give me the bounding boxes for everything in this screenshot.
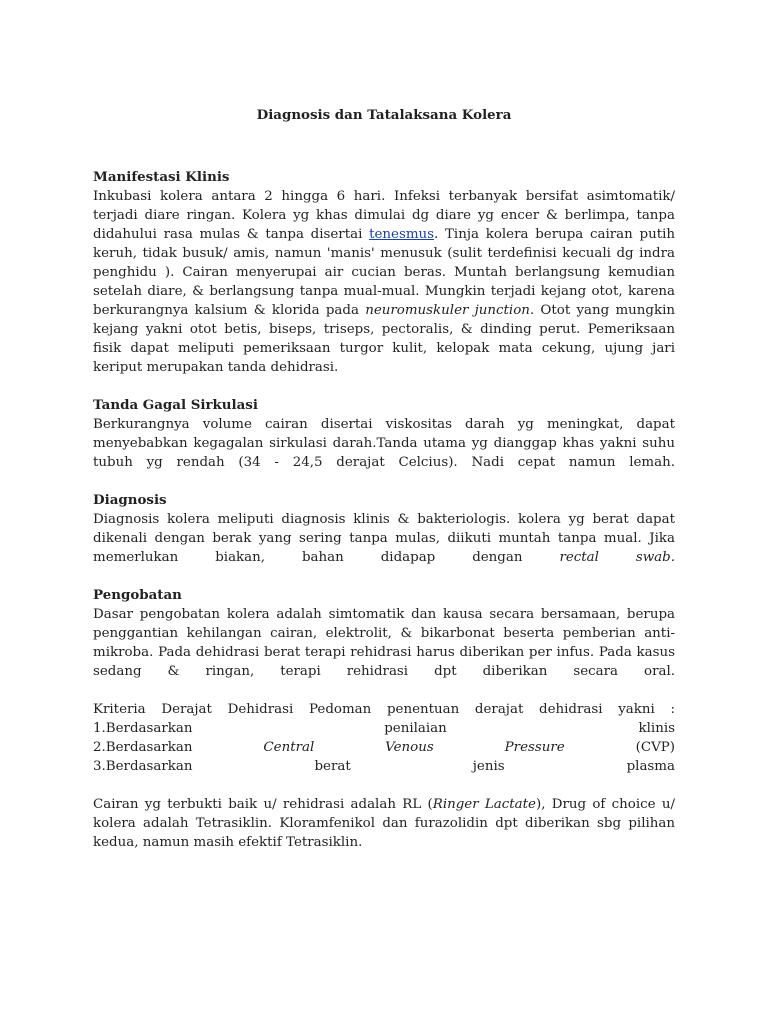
kriteria-item-1: 1.Berdasarkan penilaian klinis xyxy=(93,721,675,736)
paragraph-diagnosis: Diagnosis kolera meliputi diagnosis klinis & bakteriologis. kolera yg berat dapat dikenali dengan berak yang sering tanpa mulas, diikuti muntah tanpa mual. Jika memerlukan biakan, bahan didapap dengan rectal swab. xyxy=(93,512,675,565)
paragraph-tanda-gagal-sirkulasi: Berkurangnya volume cairan disertai viskositas darah yg meningkat, dapat menyebabkan kegagalan sirkulasi darah.Tanda utama yg dianggap khas yakni suhu tubuh yg rendah (34 - 24,5 derajat Celcius). Nadi cepat namun lemah. xyxy=(93,417,675,470)
link-tenesmus[interactable]: tenesmus xyxy=(369,227,435,242)
section-tanda-gagal-sirkulasi xyxy=(93,396,675,472)
heading-pengobatan: Pengobatan xyxy=(93,587,182,603)
kriteria-intro: Kriteria Derajat Dehidrasi Pedoman penentuan derajat dehidrasi yakni : xyxy=(93,702,675,717)
paragraph-manifestasi-klinis: Inkubasi kolera antara 2 hingga 6 hari. Infeksi terbanyak bersifat asimtomatik/ terjadi diare ringan. Kolera yg khas dimulai dg diare yg encer & berlimpa, tanpa didahului rasa mulas & tanpa disertai tenesmus. Tinja kolera berupa cairan putih keruh, tidak busuk/ amis, namun 'manis' menusuk (sulit terdefinisi kecuali dg indra penghidu ). Cairan menyerupai air cucian beras. Muntah berlangsung kemudian setelah diare, & berlangsung tanpa mual-mual. Mungkin terjadi kejang otot, karena berkurangnya kalsium & klorida pada neuromuskuler junction. Otot yang mungkin kejang yakni otot betis, biseps, triseps, pectoralis, & dinding perut. Pemeriksaan fisik dapat meliputi pemeriksaan turgor kulit, kelopak mata cekung, ujung jari keriput merupakan tanda dehidrasi. xyxy=(93,189,675,375)
document-title: Diagnosis dan Tatalaksana Kolera xyxy=(256,107,512,123)
paragraph-cairan-rehidrasi: Cairan yg terbukti baik u/ rehidrasi adalah RL (Ringer Lactate), Drug of choice u/ kolera adalah Tetrasiklin. Kloramfenikol dan furazolidin dpt diberikan sbg pilihan kedua, namun masih efektif Tetrasiklin. xyxy=(93,797,675,850)
section-cairan-rehidrasi xyxy=(93,795,675,852)
section-manifestasi-klinis xyxy=(93,168,675,377)
kriteria-item-3: 3.Berdasarkan berat jenis plasma xyxy=(93,759,675,774)
section-kriteria-dehidrasi xyxy=(93,700,675,776)
heading-manifestasi-klinis: Manifestasi Klinis xyxy=(93,169,230,185)
heading-diagnosis: Diagnosis xyxy=(93,492,167,508)
kriteria-item-2: 2.Berdasarkan Central Venous Pressure (CVP) xyxy=(93,740,675,755)
section-diagnosis xyxy=(93,491,675,567)
section-pengobatan xyxy=(93,586,675,681)
paragraph-pengobatan: Dasar pengobatan kolera adalah simtomatik dan kausa secara bersamaan, berupa penggantian kehilangan cairan, elektrolit, & bikarbonat beserta pemberian anti-mikroba. Pada dehidrasi berat terapi rehidrasi harus diberikan per infus. Pada kasus sedang & ringan, terapi rehidrasi dpt diberikan secara oral. xyxy=(93,607,675,679)
document-page xyxy=(93,106,675,871)
heading-tanda-gagal-sirkulasi: Tanda Gagal Sirkulasi xyxy=(93,397,258,413)
